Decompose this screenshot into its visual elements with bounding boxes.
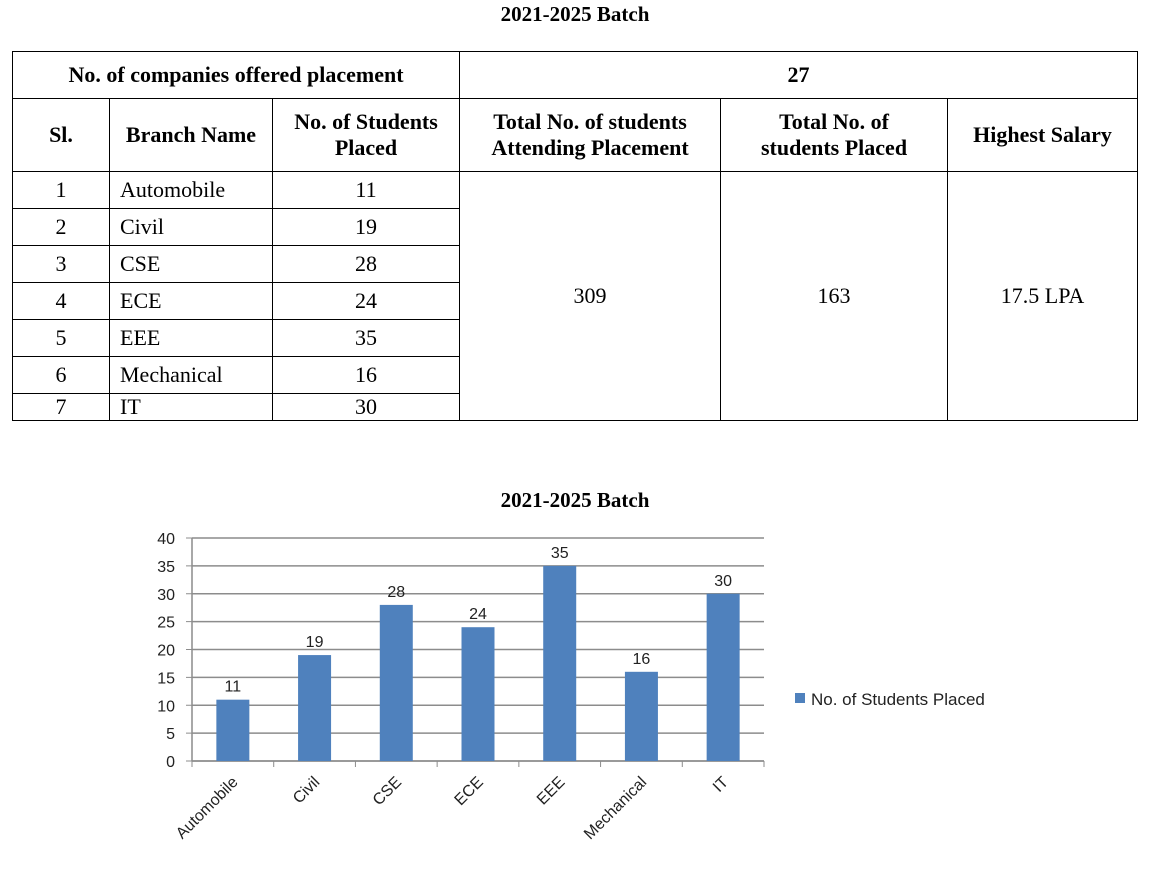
y-tick-label: 0 xyxy=(166,754,175,771)
cell-placed: 28 xyxy=(273,246,460,283)
cell-sl: 5 xyxy=(13,320,110,357)
bar xyxy=(707,594,740,761)
cell-sl: 2 xyxy=(13,209,110,246)
cell-placed: 24 xyxy=(273,283,460,320)
x-tick-label: Civil xyxy=(290,773,324,808)
x-tick-label: IT xyxy=(709,773,732,796)
table-title: 2021-2025 Batch xyxy=(500,2,650,26)
bar xyxy=(216,700,249,761)
data-label: 28 xyxy=(387,583,406,601)
cell-sl: 3 xyxy=(13,246,110,283)
companies-value: 27 xyxy=(460,52,1138,99)
companies-label: No. of companies offered placement xyxy=(13,52,460,99)
cell-placed: 16 xyxy=(273,357,460,394)
cell-sl: 1 xyxy=(13,172,110,209)
cell-placed: 19 xyxy=(273,209,460,246)
x-tick-label: EEE xyxy=(533,773,569,809)
header-sl: Sl. xyxy=(13,99,110,172)
y-tick-label: 25 xyxy=(157,614,175,632)
header-branch: Branch Name xyxy=(110,99,273,172)
data-label: 19 xyxy=(305,634,324,652)
cell-branch: Mechanical xyxy=(110,357,273,394)
bar xyxy=(380,605,413,761)
cell-branch: ECE xyxy=(110,283,273,320)
x-tick-label: Mechanical xyxy=(581,773,651,844)
cell-branch: EEE xyxy=(110,320,273,357)
cell-branch: Civil xyxy=(110,209,273,246)
cell-sl: 7 xyxy=(13,394,110,421)
cell-branch: IT xyxy=(110,394,273,421)
highest-salary: 17.5 LPA xyxy=(948,172,1138,421)
legend-swatch xyxy=(795,693,805,703)
y-tick-label: 10 xyxy=(157,698,175,716)
data-label: 24 xyxy=(469,606,487,624)
cell-placed: 30 xyxy=(273,394,460,421)
cell-sl: 4 xyxy=(13,283,110,320)
cell-placed: 11 xyxy=(273,172,460,209)
bar xyxy=(462,627,495,761)
bar xyxy=(625,672,658,761)
legend-label: No. of Students Placed xyxy=(811,690,985,709)
x-tick-label: CSE xyxy=(369,773,406,810)
bar xyxy=(543,566,576,761)
y-tick-label: 35 xyxy=(157,558,175,576)
x-tick-label: Automobile xyxy=(173,773,242,843)
bar xyxy=(298,655,331,761)
x-tick-label: ECE xyxy=(451,773,487,810)
header-total-placed: Total No. of students Placed xyxy=(721,99,948,172)
cell-placed: 35 xyxy=(273,320,460,357)
cell-branch: Automobile xyxy=(110,172,273,209)
y-tick-label: 40 xyxy=(157,531,175,548)
y-tick-label: 30 xyxy=(157,586,175,604)
cell-branch: CSE xyxy=(110,246,273,283)
y-tick-label: 15 xyxy=(157,670,175,688)
data-label: 30 xyxy=(714,572,733,590)
total-attending: 309 xyxy=(460,172,721,421)
data-label: 16 xyxy=(632,650,651,668)
cell-sl: 6 xyxy=(13,357,110,394)
y-tick-label: 20 xyxy=(157,642,175,660)
header-attending: Total No. of students Attending Placement xyxy=(460,99,721,172)
chart-title: 2021-2025 Batch xyxy=(500,488,650,512)
data-label: 11 xyxy=(224,678,242,696)
header-placed: No. of Students Placed xyxy=(273,99,460,172)
y-tick-label: 5 xyxy=(166,726,175,744)
total-placed: 163 xyxy=(721,172,948,421)
data-label: 35 xyxy=(550,544,569,562)
header-salary: Highest Salary xyxy=(948,99,1138,172)
